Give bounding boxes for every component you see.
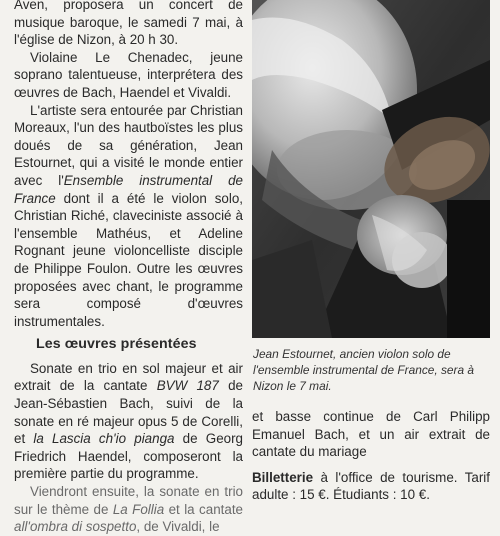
musicians-text-a: L'artiste sera entourée par Christian Moreaux, l'un des hautboïstes les plus doués de sa génération, Jean Estournet, qui a visité le monde entier avec l'	[14, 102, 243, 188]
ticketing-text: à l'office de tourisme. Tarif adulte : 15 €. Étudiants : 10 €.	[252, 469, 490, 503]
program-text-c: de Georg Friedrich Haendel, composeront la première partie du programme.	[14, 431, 243, 482]
violinist-photo-image	[252, 0, 490, 338]
continuation-paragraph: et basse continue de Carl Philipp Emanuel Bach, et un air extrait de cantate du mariage	[252, 409, 490, 460]
second-part-text-b: et la cantate	[164, 501, 243, 517]
program-paragraph	[14, 360, 243, 483]
second-part-text-c: , de Vivaldi, le	[136, 519, 220, 535]
musicians-paragraph	[14, 102, 243, 331]
photo-caption: Jean Estournet, ancien violon solo de l'ensemble instrumental de France, sera à Nizon le 7 mai.	[253, 347, 475, 393]
cantata-title: all'ombra di sospetto	[14, 519, 137, 535]
musicians-text-b: dont il a été le violon solo, Christian Riché, claveciniste associé à l'ensemble Mathéus, et Adeline Rognant jeune violoncelliste disciple de Philippe Foulon. Outre les œuvres proposées avec chant, le programme sera composé d'œuvres instrumentales.	[14, 190, 243, 329]
cantata-ref: BVW 187	[156, 378, 219, 394]
second-part-text-a: Viendront ensuite, la sonate en trio sur le thème de	[14, 484, 243, 517]
ticketing-paragraph	[252, 469, 490, 504]
ensemble-name: Ensemble instrumental de France	[14, 172, 243, 206]
aria-title: la Lascia ch'io pianga	[33, 431, 175, 447]
article-right-column	[252, 408, 490, 504]
violinist-photo	[252, 0, 490, 338]
intro-text: Aven, proposera un concert de musique baroque, le samedi 7 mai, à l'église de Nizon, à 20 h 30.	[14, 0, 243, 48]
program-text-b: de Jean-Sébastien Bach, suivi de la sonate en ré majeur opus 5 de Corelli, et	[14, 378, 243, 447]
program-text-a: Sonate en trio en sol majeur et air extrait de la cantate	[14, 360, 243, 394]
section-heading: Les œuvres présentées	[36, 336, 197, 353]
ticketing-label: Billetterie	[252, 469, 314, 485]
intro-paragraph	[14, 0, 243, 49]
second-part-paragraph	[14, 483, 243, 536]
article-left-column	[14, 0, 243, 536]
soprano-text: Violaine Le Chenadec, jeune soprano talentueuse, interprétera des œuvres de Bach, Haendel et Vivaldi.	[14, 49, 243, 100]
follia-title: La Follia	[112, 501, 165, 517]
soprano-paragraph	[14, 49, 243, 102]
